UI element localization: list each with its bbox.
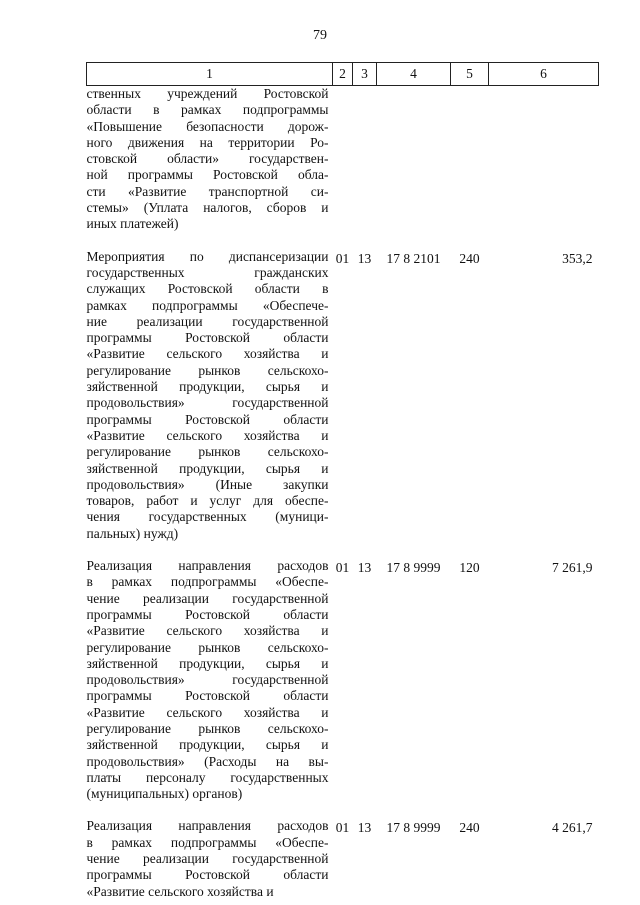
description-line: стемы» (Уплата налогов, сборов и (86, 200, 329, 216)
table-row (87, 818, 599, 899)
expense-description (87, 86, 333, 233)
description-line: стовской области» государствен- (86, 151, 329, 167)
description-line: пальных) нужд) (86, 525, 179, 541)
header-col-4: 4 (377, 63, 451, 86)
target-article-code: 17 8 9999 (386, 820, 441, 836)
description-line: продовольствия» государственной (86, 672, 329, 688)
expense-description (87, 818, 333, 899)
description-line: продовольствия» государственной (86, 395, 329, 411)
description-line: регулирование рынков сельскохо- (86, 362, 329, 378)
description-line: продовольствия» (Иные закупки (86, 476, 329, 492)
description-line: сти «Развитие транспортной си- (86, 183, 329, 199)
table-row (87, 249, 599, 542)
description-line: «Развитие сельского хозяйства и (86, 346, 329, 362)
expense-description (87, 249, 333, 542)
description-line: регулирование рынков сельскохо- (86, 639, 329, 655)
expense-type-code: 240 (459, 820, 480, 836)
description-line: ного движения на территории Ро- (86, 134, 329, 150)
target-article-code (377, 86, 451, 233)
description-line: чение реализации государственной (86, 851, 329, 867)
description-line: зяйственной продукции, сырья и (86, 460, 329, 476)
table-row (87, 86, 599, 233)
row-spacer-cell (87, 542, 599, 558)
section-code: 01 (335, 560, 350, 576)
amount-value: 4 261,7 (552, 820, 593, 836)
description-line: ние реализации государственной (86, 313, 329, 329)
target-article-code: 17 8 2101 (386, 250, 441, 266)
description-line: в рамках подпрограммы «Обеспе- (86, 574, 329, 590)
description-line: зяйственной продукции, сырья и (86, 379, 329, 395)
amount-value: 353,2 (562, 250, 593, 266)
description-line: продовольствия» (Расходы на вы- (86, 753, 329, 769)
table-row (87, 558, 599, 802)
section-code: 01 (335, 820, 350, 836)
description-line: регулирование рынков сельскохо- (86, 720, 329, 736)
description-line: зяйственной продукции, сырья и (86, 655, 329, 671)
description-line: «Развитие сельского хозяйства и (86, 623, 329, 639)
target-article-code: 17 8 9999 (386, 560, 441, 576)
header-col-1: 1 (87, 63, 333, 86)
description-line: «Повышение безопасности дорож- (86, 118, 329, 134)
description-line: «Развитие сельского хозяйства и (86, 427, 329, 443)
budget-table (86, 62, 599, 900)
row-spacer-cell (87, 802, 599, 818)
amount-value: 7 261,9 (552, 560, 593, 576)
section-code: 01 (335, 250, 350, 266)
description-line: ной программы Ростовской обла- (86, 167, 329, 183)
description-line: зяйственной продукции, сырья и (86, 737, 329, 753)
description-line: рамках подпрограммы «Обеспече- (86, 297, 329, 313)
row-spacer (87, 542, 599, 558)
description-line: области в рамках подпрограммы (86, 102, 329, 118)
description-line: программы Ростовской области (86, 688, 329, 704)
section-code (333, 86, 353, 233)
description-line: программы Ростовской области (86, 606, 329, 622)
description-line: программы Ростовской области (86, 411, 329, 427)
row-spacer-cell (87, 233, 599, 249)
description-line: «Развитие сельского хозяйства и (86, 883, 274, 899)
header-col-6: 6 (489, 63, 599, 86)
description-line: в рамках подпрограммы «Обеспе- (86, 834, 329, 850)
header-col-5: 5 (451, 63, 489, 86)
description-line: товаров, работ и услуг для обеспе- (86, 493, 329, 509)
amount-value (489, 86, 599, 233)
expense-description (87, 558, 333, 802)
header-row (87, 63, 599, 86)
row-spacer (87, 802, 599, 818)
table-body (87, 86, 599, 900)
description-line: «Развитие сельского хозяйства и (86, 704, 329, 720)
description-line: иных платежей) (86, 216, 179, 232)
header-col-3: 3 (353, 63, 377, 86)
header-col-2: 2 (333, 63, 353, 86)
description-line: платы персоналу государственных (86, 769, 329, 785)
description-line: программы Ростовской области (86, 330, 329, 346)
description-line: (муниципальных) органов) (86, 786, 243, 802)
description-line: программы Ростовской области (86, 867, 329, 883)
description-line: чение реализации государственной (86, 590, 329, 606)
subsection-code (353, 86, 377, 233)
subsection-code: 13 (357, 820, 372, 836)
description-line: чения государственных (муници- (86, 509, 329, 525)
row-spacer (87, 233, 599, 249)
subsection-code: 13 (357, 560, 372, 576)
expense-type-code (451, 86, 489, 233)
description-line: служащих Ростовской области в (86, 281, 329, 297)
table-header (87, 63, 599, 86)
description-line: государственных гражданских (86, 264, 329, 280)
expense-type-code: 240 (459, 250, 480, 266)
description-line: регулирование рынков сельскохо- (86, 444, 329, 460)
description-line: Реализация направления расходов (86, 818, 329, 834)
description-line: Мероприятия по диспансеризации (86, 248, 329, 264)
page-number: 79 (313, 28, 327, 43)
description-line: ственных учреждений Ростовской (86, 86, 329, 101)
subsection-code: 13 (357, 250, 372, 266)
expense-type-code: 120 (459, 560, 480, 576)
description-line: Реализация направления расходов (86, 558, 329, 574)
